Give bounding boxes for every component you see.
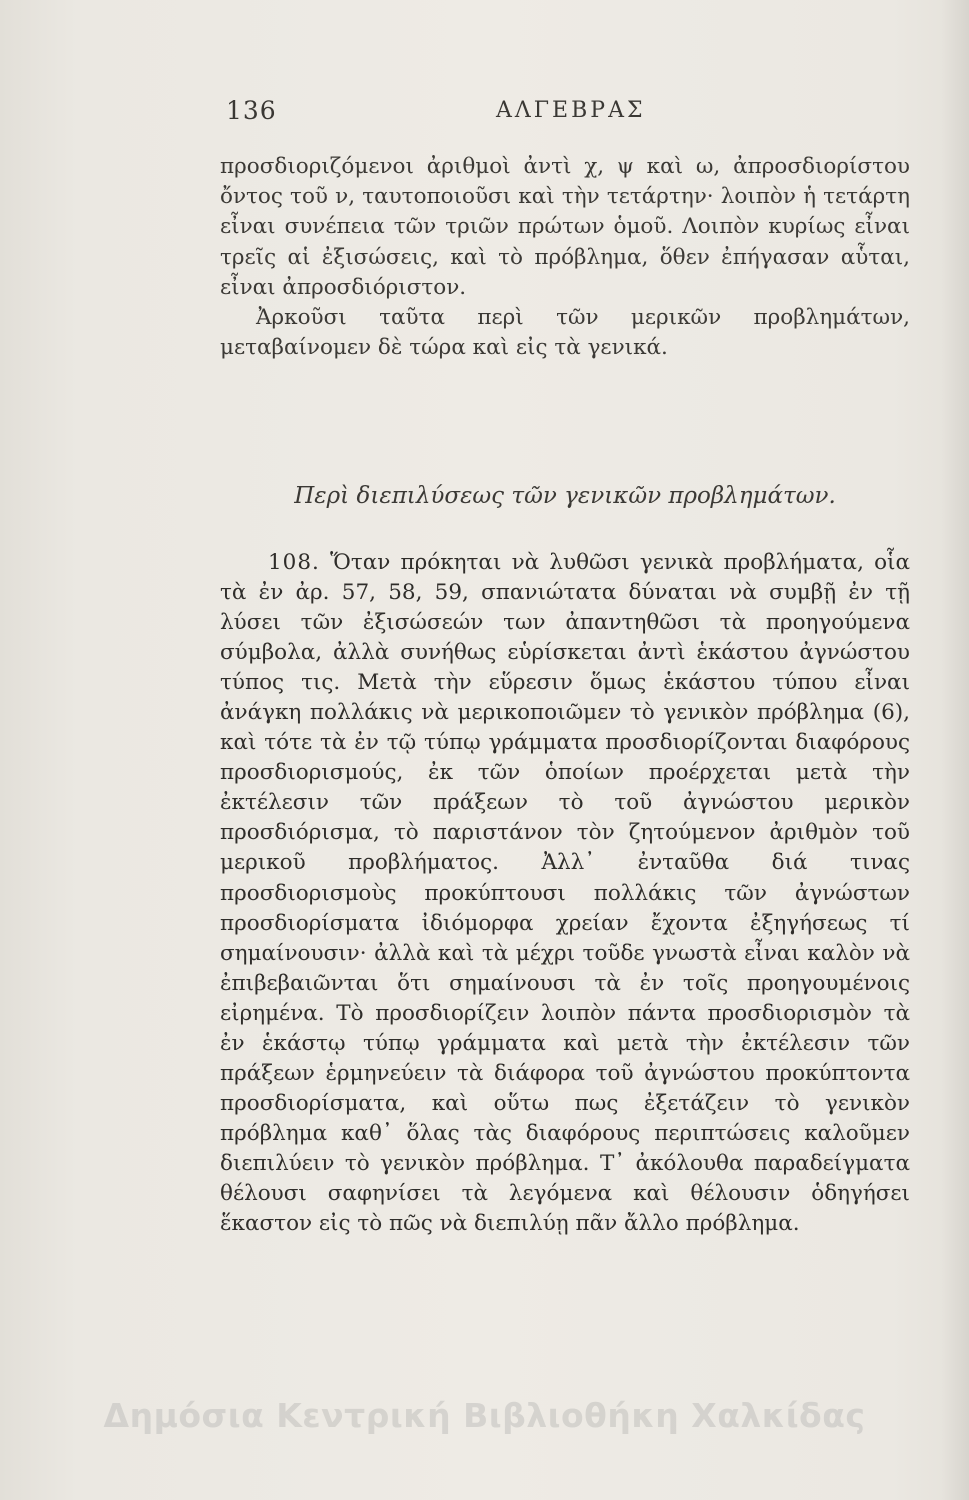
section-paragraph: [220, 548, 910, 1239]
section-108: [220, 548, 910, 1239]
running-title: ΑΛΓΕΒΡΑΣ: [496, 98, 646, 123]
running-head: [0, 96, 969, 136]
section-body: Ὅταν πρόκηται νὰ λυθῶσι γενικὰ προβλήματα, οἷα τὰ ἐν ἀρ. 57, 58, 59, σπανιώτατα δύναται νὰ συμβῇ ἐν τῇ λύσει τῶν ἐξισώσεών των ἀπαντηθῶσι τὰ προηγούμενα σύμβολα, ἀλλὰ συνήθως εὑρίσκεται ἀντὶ ἑκάστου ἀγνώστου τύπος τις. Μετὰ τὴν εὕρεσιν ὅμως ἑκάστου τύπου εἶναι ἀνάγκη πολλάκις νὰ μερικοποιῶμεν τὸ γενικὸν πρόβλημα (6), καὶ τότε τὰ ἐν τῷ τύπῳ γράμματα προσδιορίζονται διαφόρους προσδιορισμούς, ἐκ τῶν ὁποίων προέρχεται μετὰ τὴν ἐκτέλεσιν τῶν πράξεων τὸ τοῦ ἀγνώστου μερικὸν προσδιόρισμα, τὸ παριστάνον τὸν ζητούμενον ἀριθμὸν τοῦ μερικοῦ προβλήματος. Ἀλλ᾽ ἐνταῦθα διά τινας προσδιορισμοὺς προκύπτουσι πολλάκις τῶν ἀγνώστων προσδιορίσματα ἰδιόμορφα χρείαν ἔχοντα ἐξηγήσεως τί σημαίνουσιν· ἀλλὰ καὶ τὰ μέχρι τοῦδε γνωστὰ εἶναι καλὸν νὰ ἐπιβεβαιῶνται ὅτι σημαίνουσι τὰ ἐν τοῖς προηγουμένοις εἰρημένα. Τὸ προσδιορίζειν λοιπὸν πάντα προσδιορισμὸν τὰ ἐν ἑκάστῳ τύπῳ γράμματα καὶ μετὰ τὴν ἐκτέλεσιν τῶν πράξεων ἑρμηνεύειν τὰ διάφορα τοῦ ἀγνώστου προκύπτοντα προσδιορίσματα, καὶ οὕτω πως ἐξετάζειν τὸ γενικὸν πρόβλημα καθ᾽ ὅλας τὰς διαφόρους περιπτώσεις καλοῦμεν διεπιλύειν τὸ γενικὸν πρόβλημα. Τ᾽ ἀκόλουθα παραδείγματα θέλουσι σαφηνίσει τὰ λεγόμενα καὶ θέλουσιν ὁδηγήσει ἕκαστον εἰς τὸ πῶς νὰ διεπιλύῃ πᾶν ἄλλο πρόβλημα.: [220, 550, 910, 1237]
intro-paragraph-1: προσδιοριζόμενοι ἀριθμοὶ ἀντὶ χ, ψ καὶ ω, ἀπροσδιορίστου ὄντος τοῦ ν, ταυτοποιοῦσι καὶ τὴν τετάρτην· λοιπὸν ἡ τετάρτη εἶναι συνέπεια τῶν τριῶν πρώτων ὁμοῦ. Λοιπὸν κυρίως εἶναι τρεῖς αἱ ἐξισώσεις, καὶ τὸ πρόβλημα, ὅθεν ἐπήγασαν αὗται, εἶναι ἀπροσδιόριστον.: [220, 154, 910, 300]
intro-text: [220, 152, 910, 363]
section-heading: Περὶ διεπιλύσεως τῶν γενικῶν προβλημάτων.: [294, 483, 836, 509]
library-watermark: Δημόσια Κεντρική Βιβλιοθήκη Χαλκίδας: [103, 1396, 866, 1435]
section-number: 108.: [268, 550, 320, 575]
page-number: 136: [226, 96, 277, 125]
intro-paragraph-2: Ἀρκοῦσι ταῦτα περὶ τῶν μερικῶν προβλημάτων, μεταβαίνομεν δὲ τώρα καὶ εἰς τὰ γενικά.: [220, 305, 910, 361]
spine-shadow: [941, 0, 969, 1500]
